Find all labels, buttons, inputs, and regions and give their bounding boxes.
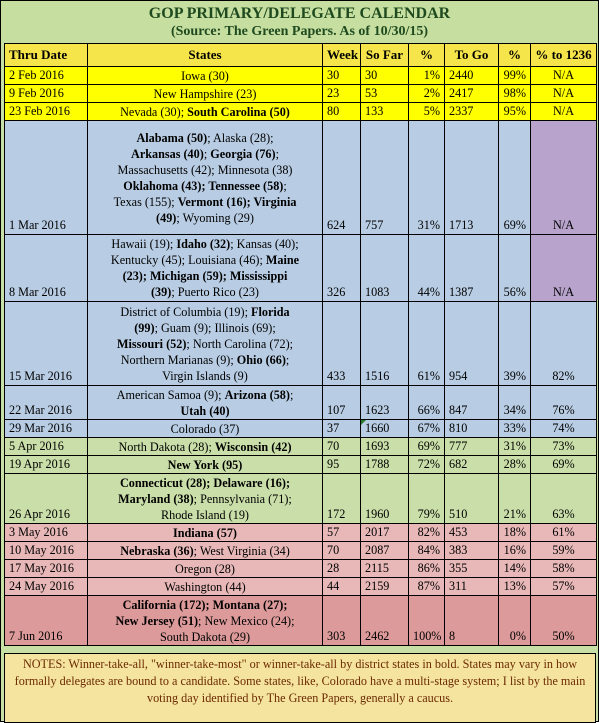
state-name: ; Guam (9); Illinois (69); — [154, 320, 276, 335]
row-states — [88, 67, 323, 85]
state-name: Northern Marianas (9); — [120, 352, 237, 367]
table-row — [5, 524, 597, 542]
state-name: New Hampshire (23) — [153, 86, 257, 101]
row-to-go: 954 — [445, 302, 499, 386]
state-winner-take-all: Florida — [251, 304, 290, 319]
state-name: ; — [283, 178, 287, 193]
row-pct-to-1236: 69% — [531, 456, 597, 474]
header-thru-date: Thru Date — [5, 44, 88, 67]
table-row — [5, 85, 597, 103]
header-pct-2: % — [499, 44, 531, 67]
state-name: ; New Mexico (24); — [198, 613, 295, 628]
row-pct: 84% — [409, 542, 445, 560]
table-row — [5, 103, 597, 121]
table-row — [5, 474, 597, 524]
row-states — [88, 524, 323, 542]
state-name: Massachusetts (42); Minnesota (38) — [117, 162, 293, 177]
row-week: 37 — [323, 420, 361, 438]
state-winner-take-all: Ohio (66) — [236, 352, 286, 367]
row-states — [88, 596, 323, 646]
row-week: 303 — [323, 596, 361, 646]
row-to-go: 8 — [445, 596, 499, 646]
row-pct-2: 16% — [499, 542, 531, 560]
row-so-far: 1960 — [361, 474, 409, 524]
state-winner-take-all: Maine — [265, 253, 300, 267]
state-winner-take-all: New Jersey (51) — [115, 613, 199, 628]
row-pct: 66% — [409, 386, 445, 420]
row-states — [88, 438, 323, 456]
table-row — [5, 67, 597, 85]
row-week: 624 — [323, 121, 361, 235]
row-pct-2: 21% — [499, 474, 531, 524]
state-winner-take-all: Wisconsin (42) — [214, 439, 292, 454]
row-date: 9 Feb 2016 — [5, 85, 88, 103]
row-pct-2: 34% — [499, 386, 531, 420]
table-row — [5, 596, 597, 646]
row-pct-2: 14% — [499, 560, 531, 578]
table-row — [5, 542, 597, 560]
row-to-go: 453 — [445, 524, 499, 542]
row-week: 326 — [323, 235, 361, 302]
state-name: ; — [289, 387, 294, 402]
state-name: ; Pennsylvania (71); — [193, 491, 292, 506]
row-states — [88, 474, 323, 524]
row-pct-to-1236: 63% — [531, 474, 597, 524]
row-to-go: 777 — [445, 438, 499, 456]
state-winner-take-all: (23); Michigan (59); Mississippi — [122, 269, 288, 283]
row-week: 28 — [323, 560, 361, 578]
row-pct: 1% — [409, 67, 445, 85]
row-so-far: 30 — [361, 67, 409, 85]
row-pct-2: 31% — [499, 438, 531, 456]
state-name: Kentucky (45); Louisiana (46); — [110, 253, 266, 267]
state-winner-take-all: South Carolina (50) — [187, 104, 290, 119]
row-week: 57 — [323, 524, 361, 542]
header-week: Week — [323, 44, 361, 67]
row-to-go: 1713 — [445, 121, 499, 235]
state-name: Washington (44) — [164, 579, 246, 594]
row-states — [88, 386, 323, 420]
row-to-go: 355 — [445, 560, 499, 578]
state-name: Iowa (30) — [181, 68, 229, 83]
title-block — [1, 1, 598, 43]
table-row — [5, 578, 597, 596]
row-states — [88, 578, 323, 596]
table-row — [5, 121, 597, 235]
row-states — [88, 235, 323, 302]
row-so-far: 2159 — [361, 578, 409, 596]
row-so-far: 2017 — [361, 524, 409, 542]
row-date: 7 Jun 2016 — [5, 596, 88, 646]
row-so-far: 53 — [361, 85, 409, 103]
row-pct: 67% — [409, 420, 445, 438]
row-to-go: 2337 — [445, 103, 499, 121]
row-pct-2: 18% — [499, 524, 531, 542]
state-winner-take-all: Indiana (57) — [172, 525, 237, 540]
table-body — [5, 67, 597, 646]
row-so-far: 1516 — [361, 302, 409, 386]
state-name: North Dakota (28); — [118, 439, 215, 454]
row-so-far: 1083 — [361, 235, 409, 302]
state-winner-take-all: Missouri (52) — [116, 336, 187, 351]
state-winner-take-all: Oklahoma (43); Tennessee (58) — [123, 178, 284, 193]
state-name: Texas (155); — [113, 194, 178, 209]
state-name: ; North Carolina (72); — [186, 336, 294, 351]
row-pct: 72% — [409, 456, 445, 474]
table-row — [5, 420, 597, 438]
row-week: 44 — [323, 578, 361, 596]
row-date: 2 Feb 2016 — [5, 67, 88, 85]
row-so-far: 1660 — [361, 420, 409, 438]
row-week: 70 — [323, 542, 361, 560]
row-date: 29 Mar 2016 — [5, 420, 88, 438]
row-date: 26 Apr 2016 — [5, 474, 88, 524]
row-date: 22 Mar 2016 — [5, 386, 88, 420]
row-date: 5 Apr 2016 — [5, 438, 88, 456]
state-winner-take-all: Idaho (32) — [176, 237, 231, 251]
state-winner-take-all: Utah (40) — [180, 403, 230, 418]
notes-box: NOTES: Winner-take-all, "winner-take-most" or winner-take-all by district states in bold. States may vary in how formally delegates are bound to a candidate. Some states, like, Colorado have a multi-stage system; I list by the main voting day identified by The Green Papers, generally a caucus. — [4, 653, 596, 723]
row-pct-2: 33% — [499, 420, 531, 438]
header-so-far: So Far — [361, 44, 409, 67]
row-week: 70 — [323, 438, 361, 456]
row-week: 95 — [323, 456, 361, 474]
row-pct-to-1236: 58% — [531, 560, 597, 578]
row-states — [88, 85, 323, 103]
header-pct: % — [409, 44, 445, 67]
row-to-go: 1387 — [445, 235, 499, 302]
state-winner-take-all: Nebraska (36) — [120, 543, 194, 558]
state-name: District of Columbia (19); — [120, 304, 252, 319]
page-subtitle: (Source: The Green Papers. As of 10/30/15) — [170, 24, 429, 39]
state-name: ; Wyoming (29) — [176, 210, 254, 225]
state-winner-take-all: Alabama (50) — [136, 130, 208, 145]
state-winner-take-all: Arizona (58) — [224, 387, 290, 402]
row-pct-to-1236: 73% — [531, 438, 597, 456]
table-row — [5, 456, 597, 474]
row-to-go: 510 — [445, 474, 499, 524]
state-name: Rhode Island (19) — [160, 507, 249, 522]
table-row — [5, 386, 597, 420]
row-to-go: 682 — [445, 456, 499, 474]
row-date: 3 May 2016 — [5, 524, 88, 542]
state-winner-take-all: New York (95) — [167, 457, 243, 472]
state-winner-take-all: Connecticut (28); Delaware (16); — [119, 475, 290, 490]
row-so-far: 1623 — [361, 386, 409, 420]
delegate-table — [4, 43, 597, 646]
state-winner-take-all: (49) — [156, 210, 177, 225]
row-pct-2: 99% — [499, 67, 531, 85]
row-states — [88, 103, 323, 121]
row-pct: 69% — [409, 438, 445, 456]
state-name: ; — [275, 146, 279, 161]
row-date: 23 Feb 2016 — [5, 103, 88, 121]
row-pct: 79% — [409, 474, 445, 524]
row-pct-2: 39% — [499, 302, 531, 386]
row-pct-to-1236: N/A — [531, 85, 597, 103]
state-winner-take-all: California (172); Montana (27); — [122, 597, 288, 612]
row-pct: 100% — [409, 596, 445, 646]
row-so-far: 2087 — [361, 542, 409, 560]
row-date: 17 May 2016 — [5, 560, 88, 578]
row-pct-2: 69% — [499, 121, 531, 235]
state-winner-take-all: Maryland (38) — [118, 491, 194, 506]
page-title: GOP PRIMARY/DELEGATE CALENDAR — [148, 5, 451, 22]
row-to-go: 383 — [445, 542, 499, 560]
row-date: 19 Apr 2016 — [5, 456, 88, 474]
row-pct-to-1236: N/A — [531, 121, 597, 235]
state-name: ; Puerto Rico (23) — [171, 285, 259, 299]
row-pct-to-1236: 57% — [531, 578, 597, 596]
row-week: 107 — [323, 386, 361, 420]
table-row — [5, 438, 597, 456]
row-date: 8 Mar 2016 — [5, 235, 88, 302]
state-name: American Samoa (9); — [116, 387, 225, 402]
row-pct-2: 13% — [499, 578, 531, 596]
state-name: Hawaii (19); — [111, 237, 177, 251]
row-to-go: 810 — [445, 420, 499, 438]
state-name: Nevada (30); — [120, 104, 188, 119]
row-so-far: 1693 — [361, 438, 409, 456]
row-so-far: 1788 — [361, 456, 409, 474]
row-pct: 61% — [409, 302, 445, 386]
state-winner-take-all: Arkansas (40) — [131, 146, 204, 161]
state-name: ; — [203, 146, 211, 161]
state-name: Virgin Islands (9) — [162, 368, 248, 383]
row-date: 10 May 2016 — [5, 542, 88, 560]
row-pct: 86% — [409, 560, 445, 578]
row-so-far: 2462 — [361, 596, 409, 646]
row-pct-to-1236: 76% — [531, 386, 597, 420]
row-pct-to-1236: N/A — [531, 67, 597, 85]
row-states — [88, 542, 323, 560]
row-week: 433 — [323, 302, 361, 386]
state-name: ; Kansas (40); — [230, 237, 299, 251]
table-row — [5, 235, 597, 302]
header-row — [5, 44, 597, 67]
row-pct-to-1236: 59% — [531, 542, 597, 560]
row-week: 23 — [323, 85, 361, 103]
row-pct-to-1236: N/A — [531, 103, 597, 121]
row-so-far: 133 — [361, 103, 409, 121]
row-states — [88, 456, 323, 474]
row-pct: 82% — [409, 524, 445, 542]
row-states — [88, 302, 323, 386]
state-name: ; — [285, 352, 290, 367]
state-name: South Dakota (29) — [159, 629, 251, 644]
row-states — [88, 420, 323, 438]
row-pct-2: 56% — [499, 235, 531, 302]
state-name: Colorado (37) — [170, 421, 240, 436]
row-date: 1 Mar 2016 — [5, 121, 88, 235]
state-name: ; Alaska (28); — [207, 130, 274, 145]
row-pct-2: 28% — [499, 456, 531, 474]
state-winner-take-all: (99) — [134, 320, 155, 335]
row-to-go: 311 — [445, 578, 499, 596]
row-pct: 31% — [409, 121, 445, 235]
row-pct-to-1236: 74% — [531, 420, 597, 438]
row-pct: 87% — [409, 578, 445, 596]
table-row — [5, 302, 597, 386]
row-pct: 5% — [409, 103, 445, 121]
table-row — [5, 560, 597, 578]
state-winner-take-all: Vermont (16); Virginia — [177, 194, 297, 209]
state-winner-take-all: (39) — [151, 285, 172, 299]
row-to-go: 2417 — [445, 85, 499, 103]
row-pct: 44% — [409, 235, 445, 302]
row-pct: 2% — [409, 85, 445, 103]
row-week: 80 — [323, 103, 361, 121]
state-name: Oregon (28) — [175, 561, 235, 576]
row-so-far: 757 — [361, 121, 409, 235]
row-pct-to-1236: N/A — [531, 235, 597, 302]
row-to-go: 847 — [445, 386, 499, 420]
row-pct-to-1236: 50% — [531, 596, 597, 646]
header-states: States — [88, 44, 323, 67]
header-pct-to-1236: % to 1236 — [531, 44, 597, 67]
row-pct-to-1236: 61% — [531, 524, 597, 542]
row-pct-2: 98% — [499, 85, 531, 103]
row-to-go: 2440 — [445, 67, 499, 85]
row-states — [88, 121, 323, 235]
row-so-far: 2115 — [361, 560, 409, 578]
row-states — [88, 560, 323, 578]
row-week: 30 — [323, 67, 361, 85]
row-week: 172 — [323, 474, 361, 524]
row-pct-2: 95% — [499, 103, 531, 121]
state-name: ; West Virginia (34) — [193, 543, 290, 558]
row-pct-to-1236: 82% — [531, 302, 597, 386]
row-date: 24 May 2016 — [5, 578, 88, 596]
header-to-go: To Go — [445, 44, 499, 67]
state-winner-take-all: Georgia (76) — [210, 146, 276, 161]
row-date: 15 Mar 2016 — [5, 302, 88, 386]
row-pct-2: 0% — [499, 596, 531, 646]
